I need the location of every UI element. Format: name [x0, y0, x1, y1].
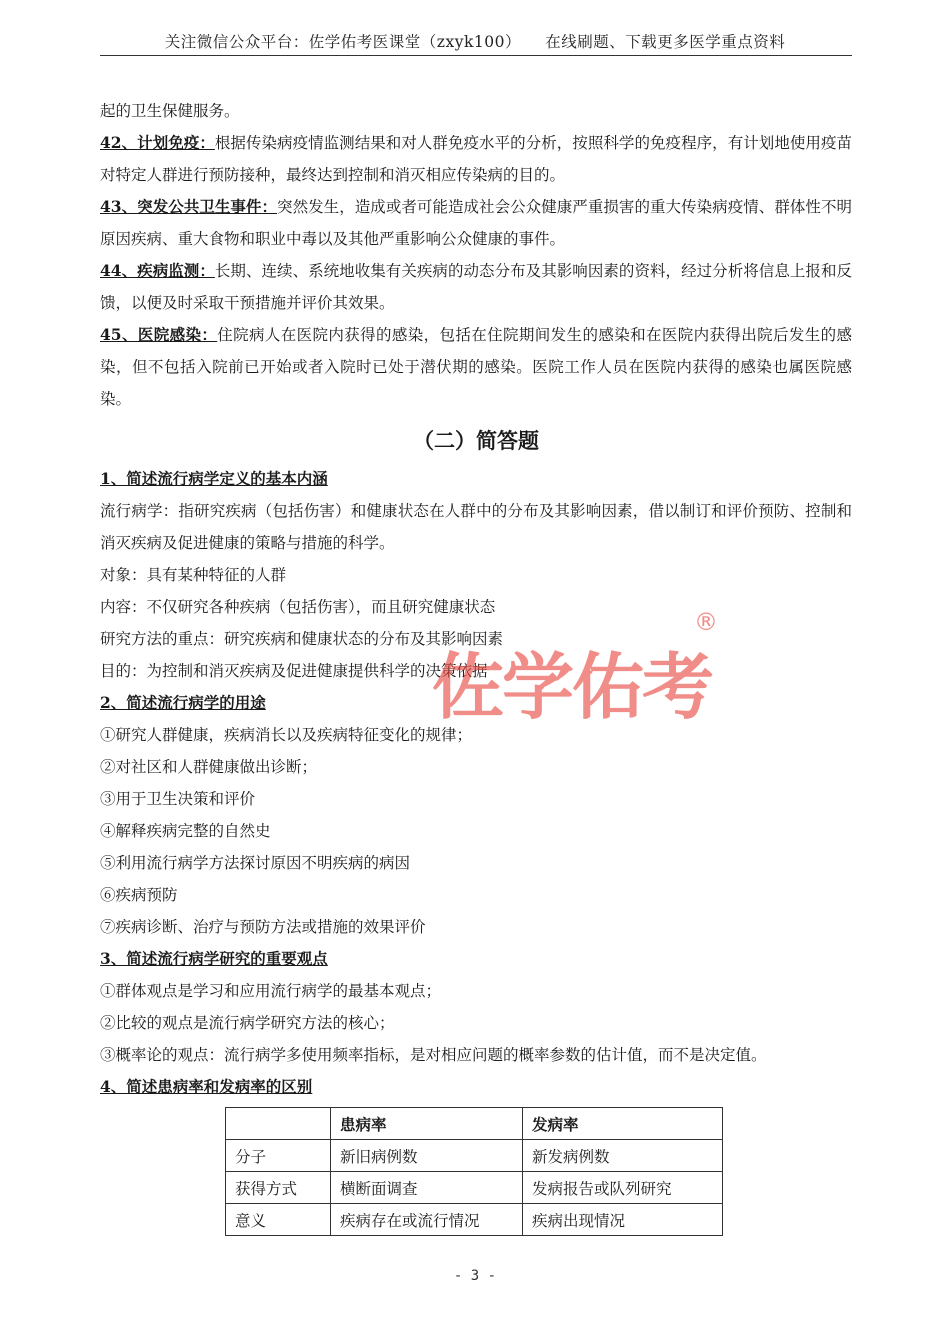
question-1-line: 对象：具有某种特征的人群: [100, 566, 287, 584]
question-3-line: ③概率论的观点：流行病学多使用频率指标，是对相应问题的概率参数的估计值，而不是决定值。: [100, 1046, 767, 1064]
definition-45: [100, 319, 852, 415]
question-2-line: ⑤利用流行病学方法探讨原因不明疾病的病因: [100, 854, 411, 872]
question-1-line: 内容：不仅研究各种疾病（包括伤害），而且研究健康状态: [100, 598, 496, 616]
table-cell: 疾病存在或流行情况: [331, 1204, 523, 1236]
table-row: [226, 1204, 723, 1236]
question-1-title: 1、简述流行病学定义的基本内涵: [100, 469, 328, 488]
question-2-line: ①研究人群健康，疾病消长以及疾病特征变化的规律；: [100, 726, 473, 744]
definition-text: 突然发生，造成或者可能造成社会公众健康严重损害的重大传染病疫情、群体性不明原因疾病、重大食物和职业中毒以及其他严重影响公众健康的事件。: [100, 198, 852, 248]
definition-41-tail: [100, 95, 852, 127]
header-rule: [100, 55, 852, 56]
table-header-cell: [226, 1108, 331, 1140]
definition-text: 根据传染病疫情监测结果和对人群免疫水平的分析，按照科学的免疫程序，有计划地使用疫苗对特定人群进行预防接种，最终达到控制和消灭相应传染病的目的。: [100, 134, 852, 184]
question-3-title: 3、简述流行病学研究的重要观点: [100, 949, 328, 968]
definition-42: [100, 127, 852, 191]
table-cell: 意义: [226, 1204, 331, 1236]
question-2-line: ②对社区和人群健康做出诊断；: [100, 758, 318, 776]
definition-text: 起的卫生保健服务。: [100, 102, 240, 120]
table-cell: 新旧病例数: [331, 1140, 523, 1172]
definition-text: 住院病人在医院内获得的感染，包括在住院期间发生的感染和在医院内获得出院后发生的感染，但不包括入院前已开始或者入院时已处于潜伏期的感染。医院工作人员在医院内获得的感染也属医院感染。: [100, 326, 852, 408]
definition-term: 45、医院感染：: [100, 325, 218, 344]
table-header-row: [226, 1108, 723, 1140]
section-title: （二）简答题: [413, 429, 539, 453]
question-2-line: ⑦疾病诊断、治疗与预防方法或措施的效果评价: [100, 918, 426, 936]
question-2-line: ④解释疾病完整的自然史: [100, 822, 271, 840]
definition-44: [100, 255, 852, 319]
table-row: [226, 1140, 723, 1172]
question-2-line: ③用于卫生决策和评价: [100, 790, 256, 808]
page-header: 关注微信公众平台：佐学佑考医课堂（zxyk100） 在线刷题、下载更多医学重点资料: [164, 33, 786, 51]
question-1-line: 研究方法的重点：研究疾病和健康状态的分布及其影响因素: [100, 630, 504, 648]
definition-term: 43、突发公共卫生事件：: [100, 197, 278, 216]
question-4-title: 4、简述患病率和发病率的区别: [100, 1077, 313, 1096]
table-cell: 获得方式: [226, 1172, 331, 1204]
question-2-title: 2、简述流行病学的用途: [100, 693, 266, 712]
definition-43: [100, 191, 852, 255]
page-number: - 3 -: [453, 1268, 497, 1284]
question-1-line: 目的：为控制和消灭疾病及促进健康提供科学的决策依据: [100, 662, 488, 680]
registered-mark: ®: [694, 608, 718, 636]
definition-text: 长期、连续、系统地收集有关疾病的动态分布及其影响因素的资料，经过分析将信息上报和反馈，以便及时采取干预措施并评价其效果。: [100, 262, 852, 312]
question-3-line: ①群体观点是学习和应用流行病学的最基本观点；: [100, 982, 442, 1000]
question-3-line: ②比较的观点是流行病学研究方法的核心；: [100, 1014, 395, 1032]
definition-term: 42、计划免疫：: [100, 133, 215, 152]
table-cell: 新发病例数: [523, 1140, 723, 1172]
definition-term: 44、疾病监测：: [100, 261, 215, 280]
table-header-cell: 患病率: [331, 1108, 523, 1140]
page-content: [100, 95, 852, 1236]
question-1-line: 流行病学：指研究疾病（包括伤害）和健康状态在人群中的分布及其影响因素，借以制订和评价预防、控制和消灭疾病及促进健康的策略与措施的科学。: [100, 502, 852, 552]
question-2-line: ⑥疾病预防: [100, 886, 178, 904]
table-cell: 分子: [226, 1140, 331, 1172]
table-cell: 疾病出现情况: [523, 1204, 723, 1236]
table-cell: 横断面调查: [331, 1172, 523, 1204]
comparison-table: [225, 1107, 723, 1236]
watermark-text: 佐学佑考: [432, 645, 713, 729]
comparison-table-wrap: [100, 1107, 852, 1236]
table-row: [226, 1172, 723, 1204]
table-cell: 发病报告或队列研究: [523, 1172, 723, 1204]
table-header-cell: 发病率: [523, 1108, 723, 1140]
